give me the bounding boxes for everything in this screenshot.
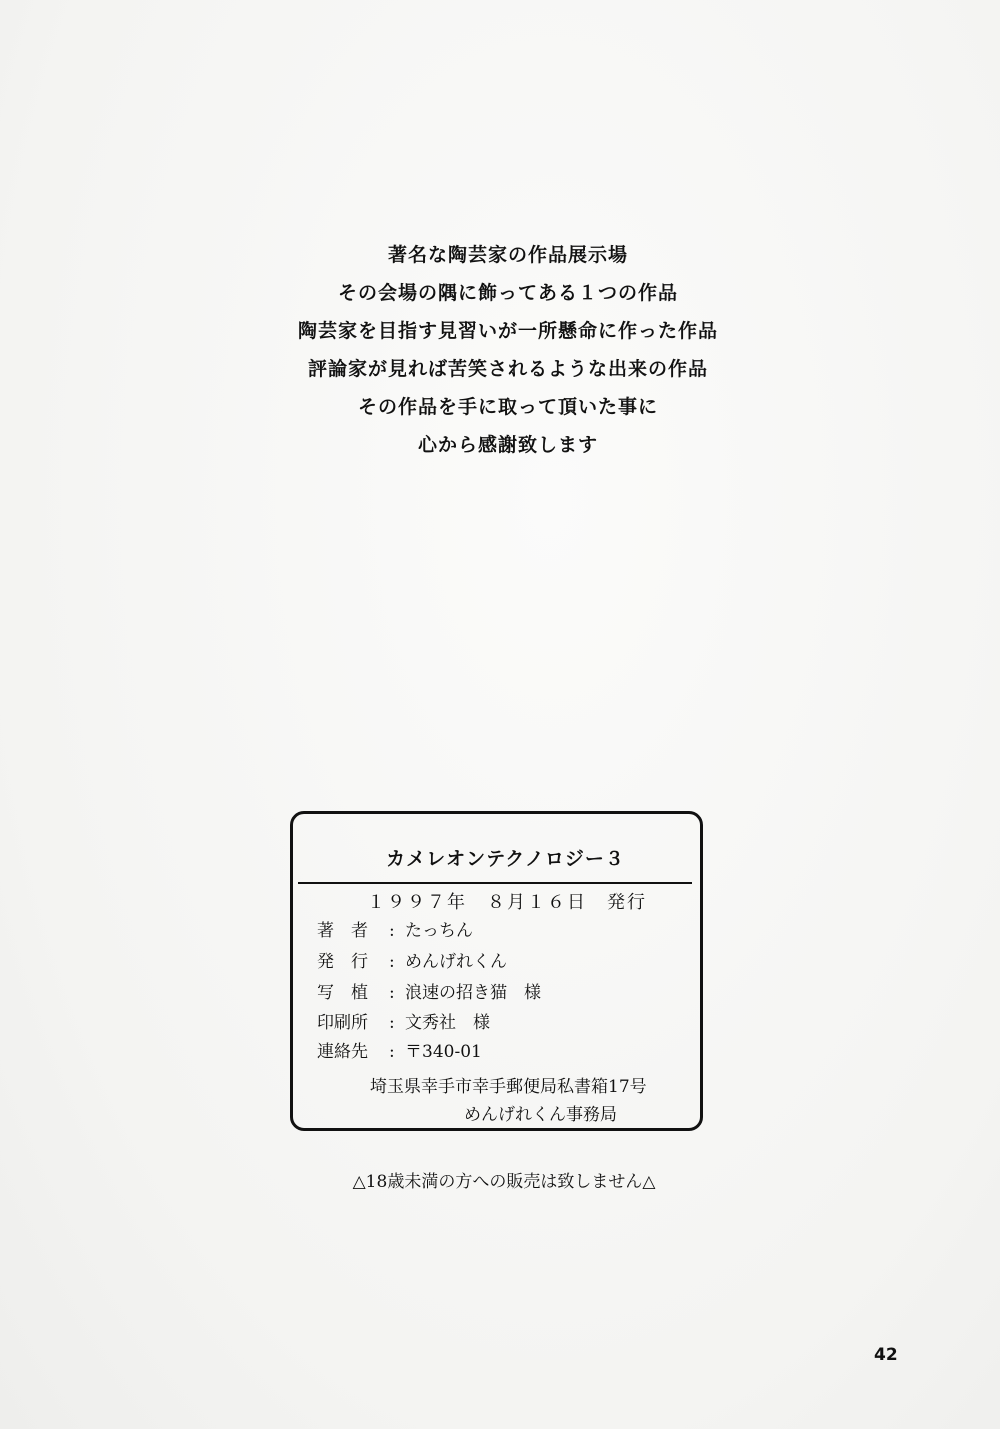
page-number: 42 (874, 1345, 898, 1365)
credit-label: 著 者 (317, 921, 368, 941)
age-restriction-notice: △18歳未満の方への販売は致しません△ (352, 1172, 656, 1192)
contact-address: 埼玉県幸手市幸手郵便局私書箱17号 (370, 1077, 647, 1097)
credit-separator: : (389, 952, 395, 972)
credit-row-author (317, 917, 473, 945)
credit-value: 浪速の招き猫 様 (405, 983, 541, 1003)
credit-row-contact (317, 1038, 482, 1066)
credit-value: 〒340-01 (405, 1042, 482, 1062)
message-line-6: 心から感謝致します (417, 434, 598, 456)
credit-separator: : (389, 1013, 395, 1033)
credit-row-publisher (317, 948, 507, 976)
credit-row-typesetting (317, 979, 541, 1007)
credit-row-printer (317, 1009, 490, 1037)
credit-label: 写 植 (317, 983, 368, 1003)
credit-separator: : (389, 921, 395, 941)
credit-value: めんげれくん (405, 952, 507, 972)
credit-label: 発 行 (317, 952, 368, 972)
message-line-1: 著名な陶芸家の作品展示場 (387, 244, 628, 266)
message-line-4: 評論家が見れば苦笑されるような出来の作品 (307, 358, 708, 380)
colophon-divider (298, 882, 692, 884)
credit-value: 文秀社 様 (405, 1013, 490, 1033)
message-line-5: その作品を手に取って頂いた事に (357, 396, 658, 418)
credit-value: たっちん (405, 921, 473, 941)
message-line-3: 陶芸家を目指す見習いが一所懸命に作った作品 (297, 320, 718, 342)
colophon-box (290, 811, 703, 1131)
afterword-message (0, 236, 1000, 464)
credit-label: 連絡先 (317, 1042, 368, 1062)
credit-label: 印刷所 (317, 1013, 368, 1033)
credit-separator: : (389, 1042, 395, 1062)
credit-separator: : (389, 983, 395, 1003)
publication-date: １９９７年 ８月１６日 発行 (367, 892, 647, 913)
message-line-2: その会場の隅に飾ってある１つの作品 (337, 282, 678, 304)
contact-office: めんげれくん事務局 (464, 1105, 617, 1125)
colophon-title: カメレオンテクノロジー３ (386, 848, 625, 870)
